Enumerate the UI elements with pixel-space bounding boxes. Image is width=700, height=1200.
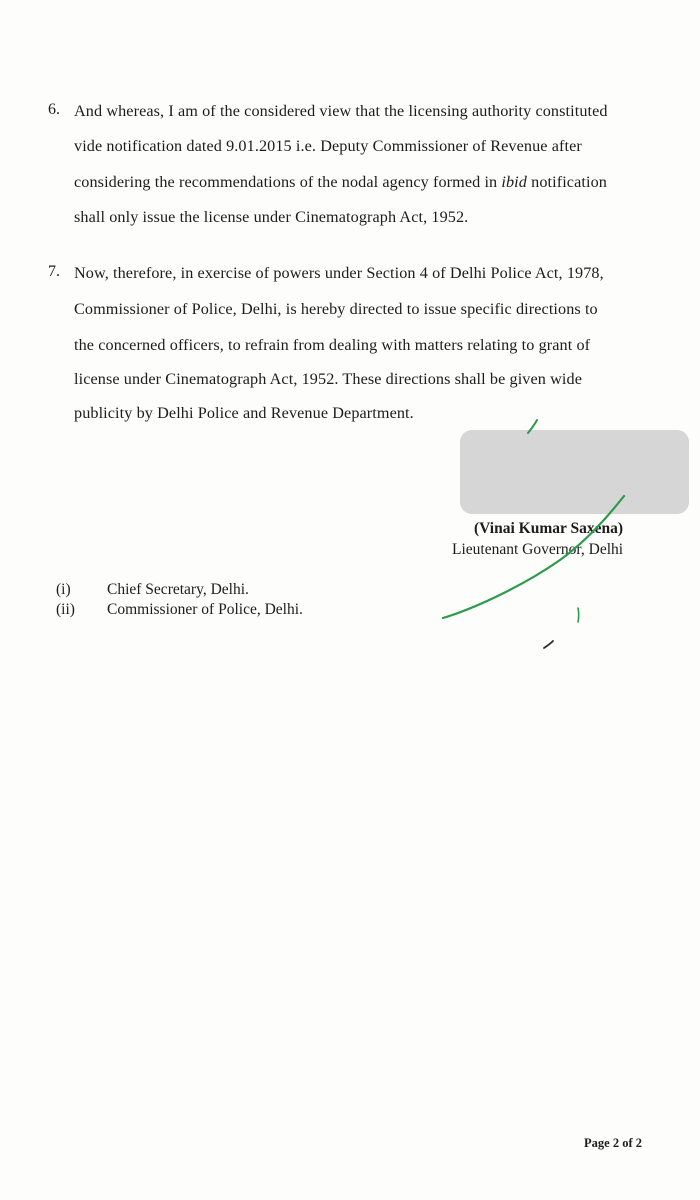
paragraph-line: And whereas, I am of the considered view that the licensing authority constituted (74, 102, 608, 120)
list-item-number: (ii) (56, 601, 75, 618)
paragraph-number: 6. (48, 101, 60, 118)
page-number: Page 2 of 2 (584, 1136, 642, 1150)
signatory-designation: Lieutenant Governor, Delhi (452, 541, 624, 558)
paragraph-line: the concerned officers, to refrain from dealing with matters relating to grant of (74, 336, 591, 354)
signature-dash-stroke (544, 641, 553, 648)
list-item-number: (i) (56, 581, 71, 598)
signatory-name: (Vinai Kumar Saxena) (474, 520, 623, 537)
paragraph-line: Commissioner of Police, Delhi, is hereby directed to issue specific directions to (74, 300, 598, 318)
redacted-signature-block (460, 430, 689, 514)
list-item-text: Chief Secretary, Delhi. (107, 581, 249, 598)
paragraph-line: shall only issue the license under Cinematograph Act, 1952. (74, 208, 469, 226)
list-item-text: Commissioner of Police, Delhi. (107, 601, 303, 618)
paragraph-line: license under Cinematograph Act, 1952. These directions shall be given wide (74, 370, 582, 388)
signature-tick-stroke (578, 608, 579, 622)
paragraph-line: Now, therefore, in exercise of powers under Section 4 of Delhi Police Act, 1978, (74, 264, 604, 282)
paragraph-line: publicity by Delhi Police and Revenue Department. (74, 404, 414, 422)
ibid-italic: ibid (501, 173, 527, 191)
paragraph-number: 7. (48, 263, 60, 280)
paragraph-line: vide notification dated 9.01.2015 i.e. Deputy Commissioner of Revenue after (74, 137, 582, 155)
paragraph-line: considering the recommendations of the nodal agency formed in ibid notification (74, 173, 607, 191)
